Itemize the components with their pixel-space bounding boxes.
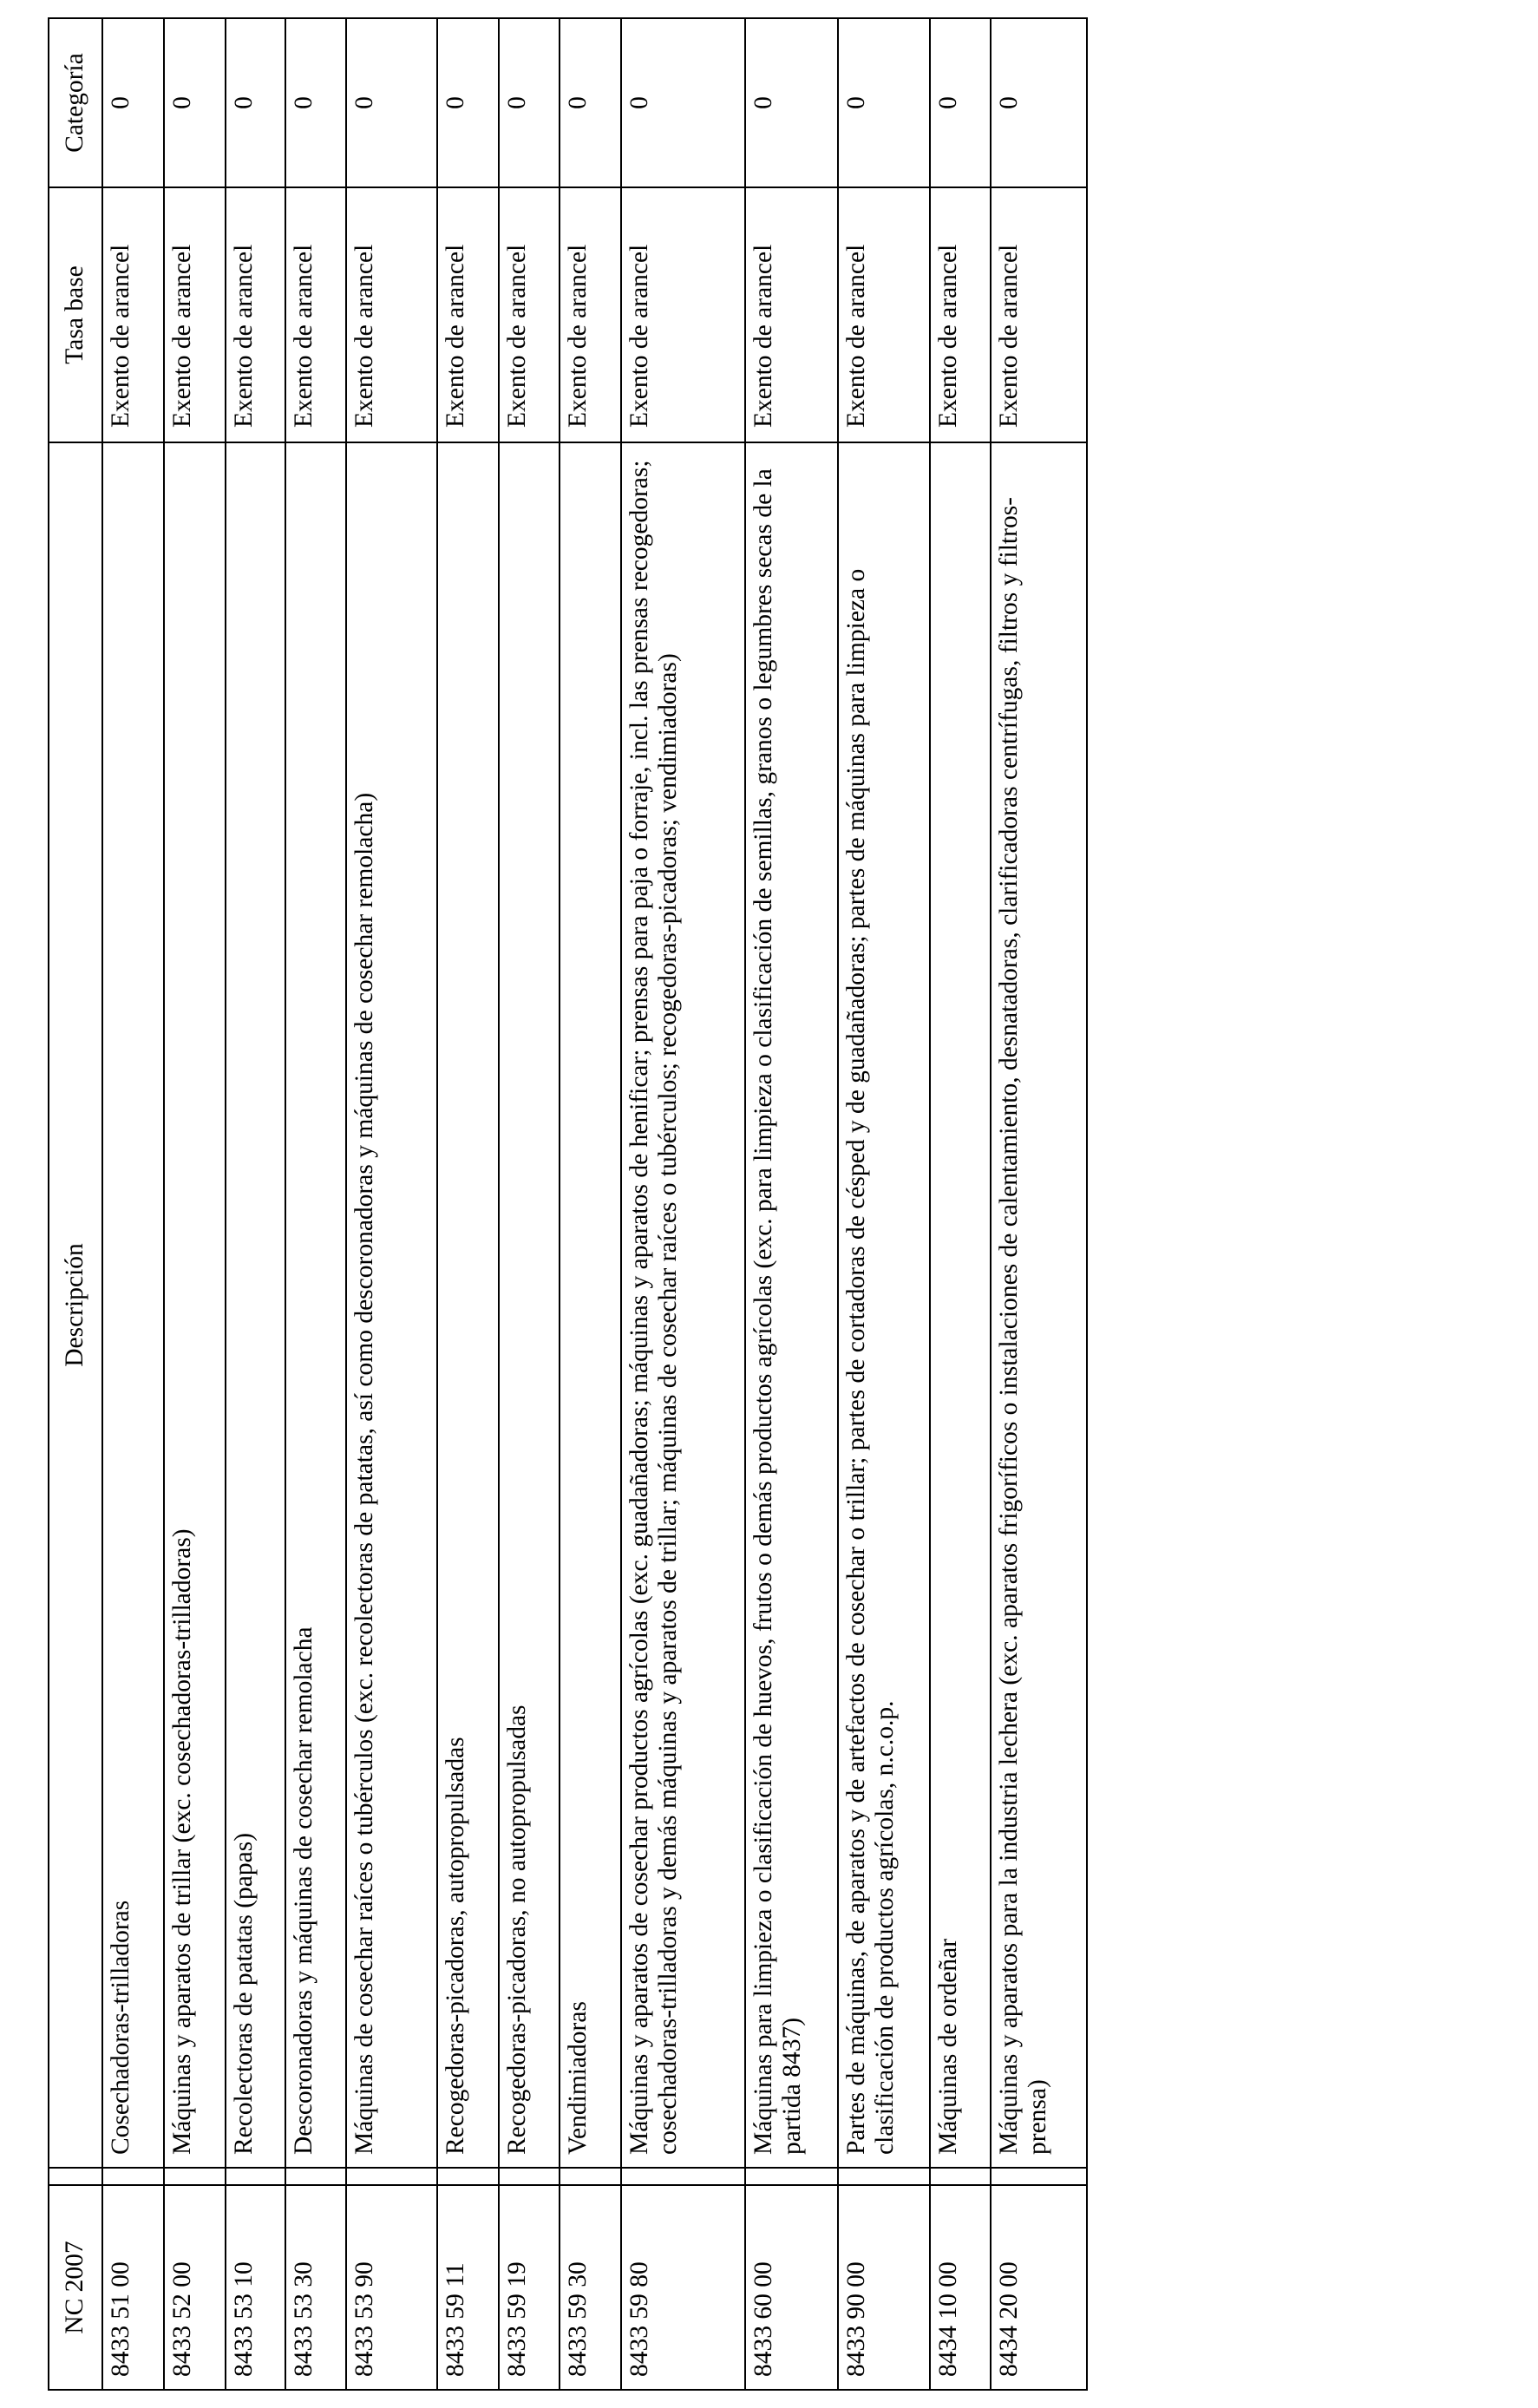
cell-category: 0 (102, 18, 164, 187)
cell-code: 8434 10 00 (930, 2185, 991, 2390)
table-row (102, 18, 164, 2390)
cell-rate: Exento de arancel (991, 187, 1087, 442)
header-code: NC 2007 (49, 2185, 102, 2390)
cell-rate: Exento de arancel (838, 187, 930, 442)
cell-code: 8434 20 00 (991, 2185, 1087, 2390)
header-rate: Tasa base (49, 187, 102, 442)
table-row (346, 18, 437, 2390)
cell-category: 0 (346, 18, 437, 187)
cell-rate: Exento de arancel (437, 187, 499, 442)
cell-description: Cosechadoras-trilladoras (102, 442, 164, 2168)
table-row (164, 18, 226, 2390)
cell-code: 8433 59 11 (437, 2185, 499, 2390)
cell-code: 8433 60 00 (745, 2185, 838, 2390)
cell-description: Recogedoras-picadoras, autopropulsadas (437, 442, 499, 2168)
tariff-table (48, 17, 1088, 2391)
cell-code: 8433 90 00 (838, 2185, 930, 2390)
cell-code: 8433 59 19 (499, 2185, 560, 2390)
cell-description: Máquinas y aparatos para la industria lechera (exc. aparatos frigoríficos o instalaciones de calentamiento, desnatadoras, clarificadoras centrífugas, filtros y filtros-prensa) (991, 442, 1087, 2168)
cell-rate: Exento de arancel (226, 187, 286, 442)
cell-spacer (560, 2168, 621, 2185)
cell-rate: Exento de arancel (930, 187, 991, 442)
table-row (745, 18, 838, 2390)
cell-spacer (838, 2168, 930, 2185)
rotated-page (48, 19, 1088, 2391)
cell-rate: Exento de arancel (285, 187, 346, 442)
cell-category: 0 (437, 18, 499, 187)
table-row (560, 18, 621, 2390)
cell-category: 0 (930, 18, 991, 187)
cell-rate: Exento de arancel (102, 187, 164, 442)
cell-spacer (437, 2168, 499, 2185)
cell-rate: Exento de arancel (560, 187, 621, 442)
cell-code: 8433 51 00 (102, 2185, 164, 2390)
cell-description: Máquinas para limpieza o clasificación de huevos, frutos o demás productos agrícolas (exc. para limpieza o clasificación de semillas, granos o legumbres secas de la partida 8437) (745, 442, 838, 2168)
table-row (991, 18, 1087, 2390)
cell-spacer (226, 2168, 286, 2185)
cell-description: Máquinas de ordeñar (930, 442, 991, 2168)
cell-spacer (499, 2168, 560, 2185)
cell-spacer (930, 2168, 991, 2185)
cell-code: 8433 53 90 (346, 2185, 437, 2390)
cell-rate: Exento de arancel (346, 187, 437, 442)
header-spacer (49, 2168, 102, 2185)
cell-category: 0 (621, 18, 745, 187)
cell-spacer (745, 2168, 838, 2185)
cell-rate: Exento de arancel (745, 187, 838, 442)
cell-spacer (102, 2168, 164, 2185)
cell-description: Vendimiadoras (560, 442, 621, 2168)
cell-category: 0 (991, 18, 1087, 187)
cell-spacer (285, 2168, 346, 2185)
cell-category: 0 (560, 18, 621, 187)
cell-category: 0 (838, 18, 930, 187)
table-row (838, 18, 930, 2390)
cell-code: 8433 59 80 (621, 2185, 745, 2390)
header-category: Categoría (49, 18, 102, 187)
cell-code: 8433 52 00 (164, 2185, 226, 2390)
cell-rate: Exento de arancel (621, 187, 745, 442)
cell-rate: Exento de arancel (499, 187, 560, 442)
table-row (285, 18, 346, 2390)
cell-spacer (164, 2168, 226, 2185)
cell-code: 8433 59 30 (560, 2185, 621, 2390)
cell-description: Recogedoras-picadoras, no autopropulsadas (499, 442, 560, 2168)
cell-category: 0 (285, 18, 346, 187)
cell-rate: Exento de arancel (164, 187, 226, 442)
table-row (930, 18, 991, 2390)
cell-code: 8433 53 30 (285, 2185, 346, 2390)
cell-description: Partes de máquinas, de aparatos y de artefactos de cosechar o trillar; partes de cortadoras de césped y de guadañadoras; partes de máquinas para limpieza o clasificación de productos agrícolas, n.c.o.p. (838, 442, 930, 2168)
cell-description: Descoronadoras y máquinas de cosechar remolacha (285, 442, 346, 2168)
table-row (226, 18, 286, 2390)
table-row (499, 18, 560, 2390)
cell-spacer (621, 2168, 745, 2185)
table-row (437, 18, 499, 2390)
cell-category: 0 (164, 18, 226, 187)
table-header-row (49, 18, 102, 2390)
cell-description: Máquinas y aparatos de cosechar productos agrícolas (exc. guadañadoras; máquinas y aparatos de henificar; prensas para paja o forraje, incl. las prensas recogedoras; cosechadoras-trilladoras y demás máquinas y aparatos de trillar; máquinas de cosechar raíces o tubérculos; recogedoras-picadoras; vendimiadoras) (621, 442, 745, 2168)
cell-category: 0 (745, 18, 838, 187)
cell-spacer (991, 2168, 1087, 2185)
cell-category: 0 (226, 18, 286, 187)
header-description: Descripción (49, 442, 102, 2168)
table-row (621, 18, 745, 2390)
cell-category: 0 (499, 18, 560, 187)
cell-description: Máquinas de cosechar raíces o tubérculos (exc. recolectoras de patatas, así como descoronadoras y máquinas de cosechar remolacha) (346, 442, 437, 2168)
cell-code: 8433 53 10 (226, 2185, 286, 2390)
cell-spacer (346, 2168, 437, 2185)
cell-description: Recolectoras de patatas (papas) (226, 442, 286, 2168)
cell-description: Máquinas y aparatos de trillar (exc. cosechadoras-trilladoras) (164, 442, 226, 2168)
